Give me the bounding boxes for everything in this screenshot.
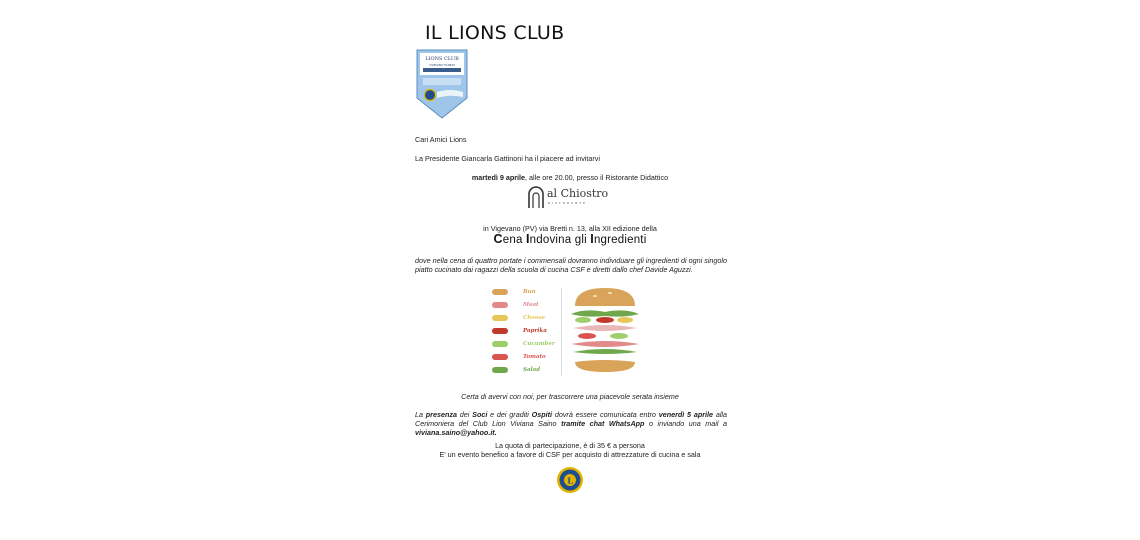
closing-line: Certa di avervi con noi, per trascorrere una piacevole serata insieme (461, 392, 679, 401)
ingredient-label: Meat (523, 302, 539, 308)
ingredient-label: Tomato (523, 354, 546, 360)
rsvp-paragraph (415, 410, 727, 437)
ingredients-legend (490, 286, 560, 378)
event-description: dove nella cena di quattro portate i commensali dovranno individuare gli ingredienti di ogni singolo piatto cucinato dai ragazzi della scuola di cucina CSF e diretti dallo chef Davide Aguzzi. (415, 256, 727, 274)
ingredient-row (490, 338, 560, 350)
arch-icon (527, 185, 545, 209)
event-date-line (405, 173, 735, 182)
lions-pennant-logo (415, 48, 469, 120)
burger-illustration (565, 284, 645, 376)
ingredient-label: Paprika (523, 328, 547, 334)
ingredient-row (490, 299, 560, 311)
ingredient-swatch (492, 289, 508, 295)
location-line: in Vigevano (PV) via Bretti n. 13, alla XII edizione della (483, 224, 657, 233)
event-name-word1: ena (502, 234, 526, 246)
restaurant-name: al Chiostro (547, 187, 609, 200)
rsvp-text: e dei graditi (487, 410, 532, 419)
rsvp-whatsapp: tramite chat WhatsApp (561, 419, 645, 428)
ingredient-label: Bun (523, 289, 536, 295)
ingredient-label: Cheese (523, 315, 545, 321)
ingredient-swatch (492, 367, 508, 373)
event-name-initial-i1: I (525, 232, 530, 246)
rsvp-text: o inviando una mail a (644, 419, 727, 428)
rsvp-text: dei (456, 410, 473, 419)
event-name-word2: ndovina gli (529, 234, 591, 246)
ingredient-row (490, 312, 560, 324)
event-name-initial-c: C (493, 232, 503, 246)
ingredient-swatch (492, 354, 508, 360)
ingredient-swatch (492, 341, 508, 347)
ingredient-row (490, 325, 560, 337)
ingredient-row (490, 364, 560, 376)
rsvp-bold: Soci (472, 410, 488, 419)
legend-divider (561, 288, 562, 376)
ingredient-row (490, 351, 560, 363)
charity-line: E' un evento benefico a favore di CSF per acquisto di attrezzature di cucina e sala (439, 450, 701, 459)
rsvp-deadline: venerdì 5 aprile (658, 410, 714, 419)
event-name-initial-i2: I (590, 232, 594, 246)
restaurant-sub: RISTORANTE (548, 201, 588, 205)
rsvp-email-link[interactable]: viviana.saino@yahoo.it. (415, 428, 497, 437)
lions-emblem-icon (556, 466, 584, 494)
ingredient-row (490, 286, 560, 298)
ingredient-label: Salad (523, 367, 541, 373)
rsvp-bold: Ospiti (531, 410, 553, 419)
ingredient-swatch (492, 302, 508, 308)
event-name-word3: ngredienti (593, 234, 647, 246)
svg-text:L: L (567, 475, 573, 486)
ingredient-swatch (492, 328, 508, 334)
page-title: IL LIONS CLUB (425, 22, 565, 44)
rsvp-text: alla Cerimoniera del Club Lion Viviana Saino (415, 410, 728, 428)
rsvp-text: La (415, 410, 426, 419)
invitation-page (405, 0, 735, 540)
event-time-place: , alle ore 20.00, presso il Ristorante Didattico (525, 173, 669, 182)
fee-line: La quota di partecipazione, è di 35 € a persona (495, 441, 645, 450)
ingredient-swatch (492, 315, 508, 321)
intro-line: La Presidente Giancarla Gattinoni ha il piacere ad invitarvi (415, 154, 600, 163)
rsvp-text: dovrà essere comunicata entro (552, 410, 659, 419)
greeting: Cari Amici Lions (415, 135, 467, 144)
rsvp-bold: presenza (425, 410, 457, 419)
restaurant-logo (527, 185, 619, 211)
pennant-line1: LIONS CLUB (425, 56, 459, 62)
pennant-line2: VIGEVANO TICINUM (429, 64, 455, 67)
ingredient-label: Cucumber (523, 341, 555, 347)
event-name (405, 232, 735, 246)
event-date: martedì 9 aprile (471, 173, 526, 182)
